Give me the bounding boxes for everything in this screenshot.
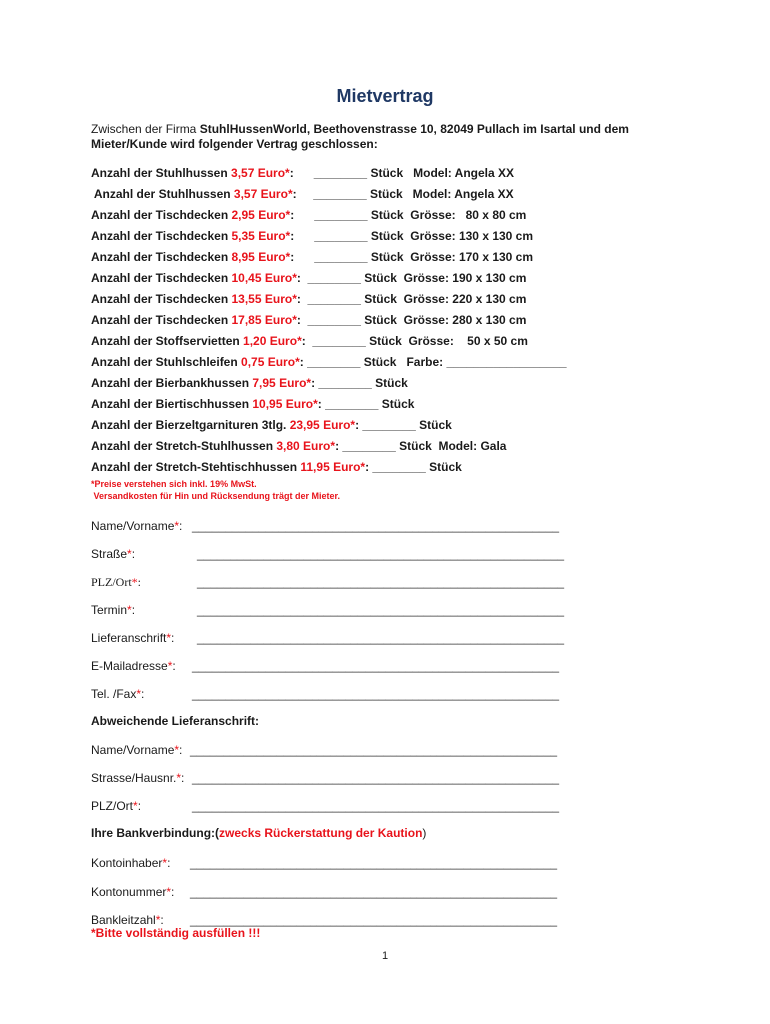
required-star: * (176, 771, 182, 785)
field-input-line[interactable]: _______________________________________________________ (197, 603, 565, 617)
item-quantity-line[interactable]: : ________ Stück Grösse: 130 x 130 cm (290, 229, 534, 243)
field-label: Kontonummer (91, 885, 167, 899)
bank-field-holder (91, 856, 558, 870)
item-star: * (285, 166, 290, 180)
field-input-line[interactable]: _______________________________________________________ (192, 771, 560, 785)
field-input-line[interactable]: _______________________________________________________ (192, 687, 560, 701)
item-label: Anzahl der Bierbankhussen (91, 376, 253, 390)
delivery-field-zip-city (91, 799, 560, 813)
required-star: * (166, 885, 172, 899)
required-star: * (166, 631, 172, 645)
field-email (91, 659, 560, 673)
item-quantity-line[interactable]: : ________ Stück Grösse: 280 x 130 cm (296, 313, 527, 327)
item-row (91, 373, 691, 394)
intro-paragraph (91, 122, 691, 152)
item-row (91, 310, 691, 331)
field-colon: : (137, 799, 142, 813)
item-star: * (297, 334, 302, 348)
field-colon: : (179, 743, 183, 757)
item-star: * (292, 292, 297, 306)
item-price: 3,80 Euro (276, 439, 331, 453)
field-label: PLZ/Ort (91, 575, 132, 589)
field-input-line[interactable]: _______________________________________________________ (197, 575, 565, 589)
item-star: * (285, 229, 291, 243)
item-star: * (295, 355, 300, 369)
item-row (91, 205, 691, 226)
item-star: * (292, 313, 297, 327)
field-input-line[interactable]: _______________________________________________________ (192, 659, 560, 673)
item-row (91, 184, 691, 205)
item-list (91, 163, 691, 478)
field-input-line[interactable]: _______________________________________________________ (192, 799, 560, 813)
bank-field-bank-code (91, 913, 558, 927)
field-input-line[interactable]: _______________________________________________________ (197, 631, 565, 645)
item-label: Anzahl der Stretch-Stuhlhussen (91, 439, 277, 453)
item-price: 10,45 Euro (231, 271, 293, 285)
item-price: 23,95 Euro (289, 418, 351, 432)
field-street (91, 547, 565, 561)
required-star: * (133, 799, 138, 813)
item-label: Anzahl der Stuhlhussen (91, 166, 232, 180)
item-quantity-line[interactable]: : ________ Stück (311, 376, 408, 390)
field-input-line[interactable]: _______________________________________________________ (197, 547, 565, 561)
required-star: * (127, 547, 132, 561)
item-quantity-line[interactable]: : ________ Stück (365, 460, 462, 474)
field-input-line[interactable]: _______________________________________________________ (190, 856, 558, 870)
field-colon: : (172, 659, 176, 673)
field-date (91, 603, 565, 617)
field-colon: : (171, 631, 175, 645)
field-colon: : (141, 687, 145, 701)
item-label: Anzahl der Stretch-Stehtischhussen (91, 460, 301, 474)
item-label: Anzahl der Stuhlschleifen (91, 355, 242, 369)
item-quantity-line[interactable]: : ________ Stück (355, 418, 452, 432)
intro-rest: , Beethovenstrasse 10, 82049 Pullach im Isartal und dem Mieter/Kunde wird folgender Vertrag geschlossen: (91, 122, 629, 151)
field-label: Termin (91, 603, 128, 617)
item-row (91, 436, 691, 457)
required-star: * (174, 519, 180, 533)
item-row (91, 163, 691, 184)
field-phone-fax (91, 687, 560, 701)
field-label: PLZ/Ort (91, 799, 134, 813)
required-star: * (127, 603, 132, 617)
item-quantity-line[interactable]: : ________ Stück Grösse: 170 x 130 cm (290, 250, 534, 264)
delivery-heading: Abweichende Lieferanschrift: (91, 714, 260, 728)
price-note (91, 478, 340, 502)
item-price: 13,55 Euro (231, 292, 293, 306)
item-quantity-line[interactable]: : ________ Stück Model: Gala (335, 439, 507, 453)
item-label: Anzahl der Tischdecken (91, 208, 232, 222)
item-quantity-line[interactable]: : ________ Stück (317, 397, 415, 411)
item-quantity-line[interactable]: : ________ Stück Grösse: 220 x 130 cm (296, 292, 527, 306)
field-label: Name/Vorname (91, 743, 175, 757)
page-number: 1 (381, 950, 389, 962)
field-colon: : (179, 519, 183, 533)
field-colon: : (131, 603, 136, 617)
required-star: * (167, 659, 173, 673)
item-label: Anzahl der Tischdecken (91, 229, 232, 243)
item-label: Anzahl der Tischdecken (91, 313, 232, 327)
field-zip-city (91, 575, 565, 590)
item-price: 7,95 Euro (252, 376, 307, 390)
field-name (91, 519, 560, 533)
field-colon: : (131, 547, 136, 561)
item-quantity-line[interactable]: : ________ Stück Grösse: 80 x 80 cm (290, 208, 527, 222)
field-label: Straße (91, 547, 128, 561)
item-quantity-line[interactable]: : ________ Stück Grösse: 190 x 130 cm (296, 271, 527, 285)
item-label: Anzahl der Bierzeltgarnituren 3tlg. (91, 418, 290, 432)
item-price: 3,57 Euro (231, 166, 286, 180)
item-star: * (285, 208, 291, 222)
field-colon: : (181, 771, 185, 785)
item-row (91, 352, 691, 373)
item-star: * (306, 376, 312, 390)
item-row (91, 226, 691, 247)
field-delivery-address (91, 631, 565, 645)
field-label: Lieferanschrift (91, 631, 167, 645)
item-quantity-line[interactable]: : ________ Stück Model: Angela XX (292, 187, 514, 201)
intro-company: StuhlHussenWorld (199, 122, 307, 136)
bank-heading-suffix: ) (422, 826, 427, 840)
field-input-line[interactable]: _______________________________________________________ (192, 519, 560, 533)
field-input-line[interactable]: _______________________________________________________ (190, 913, 558, 927)
item-price: 17,85 Euro (231, 313, 293, 327)
required-star: * (136, 687, 142, 701)
item-star: * (285, 250, 291, 264)
required-star: * (155, 913, 161, 927)
item-star: * (287, 187, 293, 201)
price-note-line: *Preise verstehen sich inkl. 19% MwSt. (91, 479, 257, 489)
item-star: * (292, 271, 297, 285)
field-label: Tel. /Fax (91, 687, 137, 701)
delivery-field-street (91, 771, 560, 785)
field-input-line[interactable]: _______________________________________________________ (190, 743, 558, 757)
field-colon: : (167, 856, 171, 870)
field-colon: : (160, 913, 164, 927)
item-star: * (350, 418, 356, 432)
item-price: 1,20 Euro (243, 334, 298, 348)
required-star: * (174, 743, 180, 757)
item-price: 2,95 Euro (231, 208, 286, 222)
item-row (91, 394, 691, 415)
item-label: Anzahl der Biertischhussen (91, 397, 253, 411)
item-price: 10,95 Euro (252, 397, 314, 411)
item-row (91, 331, 691, 352)
shipping-note-line: Versandkosten für Hin und Rücksendung trägt der Mieter. (91, 491, 341, 501)
bank-heading-deposit: zwecks Rückerstattung der Kaution (219, 826, 423, 840)
item-row (91, 415, 691, 436)
page-title: Mietvertrag (336, 86, 434, 106)
item-row (91, 289, 691, 310)
field-label: Bankleitzahl (91, 913, 156, 927)
item-label: Anzahl der Tischdecken (91, 250, 232, 264)
delivery-field-name (91, 743, 558, 757)
field-label: E-Mailadresse (91, 659, 168, 673)
bank-heading (91, 826, 426, 840)
required-star: * (162, 856, 168, 870)
item-price: 11,95 Euro (300, 460, 361, 474)
item-row (91, 268, 691, 289)
item-price: 5,35 Euro (231, 229, 286, 243)
bank-field-account (91, 885, 558, 899)
item-price: 3,57 Euro (233, 187, 288, 201)
required-star: * (131, 575, 138, 589)
field-colon: : (137, 575, 142, 589)
item-price: 0,75 Euro (241, 355, 296, 369)
item-label: Anzahl der Stuhlhussen (91, 187, 234, 201)
item-star: * (360, 460, 366, 474)
field-input-line[interactable]: _______________________________________________________ (190, 885, 558, 899)
item-row (91, 457, 691, 478)
item-quantity-line[interactable]: : ________ Stück Farbe: __________________ (299, 355, 567, 369)
item-star: * (313, 397, 318, 411)
item-label: Anzahl der Tischdecken (91, 292, 232, 306)
item-star: * (330, 439, 336, 453)
fill-completely-warning: *Bitte vollständig ausfüllen !!! (91, 926, 261, 940)
item-quantity-line[interactable]: : ________ Stück Grösse: 50 x 50 cm (301, 334, 528, 348)
item-price: 8,95 Euro (231, 250, 286, 264)
intro-prefix: Zwischen der Firma (91, 122, 200, 136)
field-colon: : (171, 885, 175, 899)
item-row (91, 247, 691, 268)
item-quantity-line[interactable]: : ________ Stück Model: Angela XX (289, 166, 515, 180)
bank-heading-prefix: Ihre Bankverbindung:( (91, 826, 220, 840)
item-label: Anzahl der Tischdecken (91, 271, 232, 285)
field-label: Kontoinhaber (91, 856, 163, 870)
field-label: Name/Vorname (91, 519, 175, 533)
item-label: Anzahl der Stoffservietten (91, 334, 244, 348)
field-label: Strasse/Hausnr. (91, 771, 177, 785)
